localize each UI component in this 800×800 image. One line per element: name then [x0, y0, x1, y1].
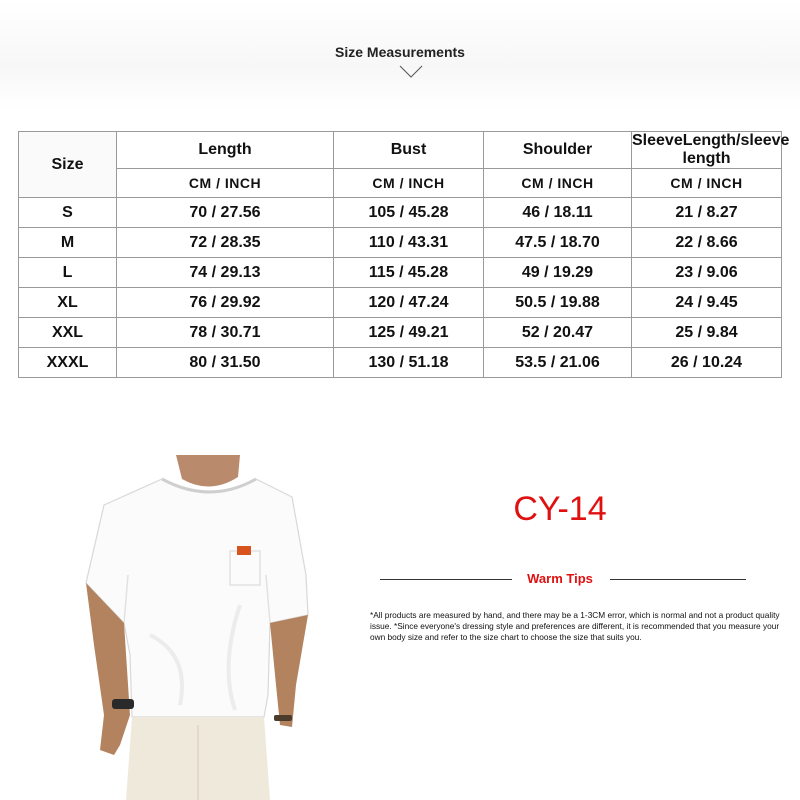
length-cell: 74 / 29.13	[117, 258, 334, 288]
size-chart-table	[18, 131, 790, 378]
sleeve-cell: 23 / 9.06	[632, 258, 782, 288]
shoulder-cell: 47.5 / 18.70	[484, 228, 632, 258]
bust-column-header: Bust	[334, 132, 484, 169]
unit-label: CM / INCH	[632, 169, 782, 198]
shoulder-cell: 46 / 18.11	[484, 198, 632, 228]
table-row	[19, 348, 782, 378]
table-row	[19, 258, 782, 288]
pocket-logo-patch	[237, 546, 251, 555]
size-cell: XXXL	[19, 348, 117, 378]
shoulder-cell: 53.5 / 21.06	[484, 348, 632, 378]
length-cell: 70 / 27.56	[117, 198, 334, 228]
sleeve-cell: 22 / 8.66	[632, 228, 782, 258]
length-cell: 78 / 30.71	[117, 318, 334, 348]
table-row	[19, 318, 782, 348]
size-cell: S	[19, 198, 117, 228]
sleeve-cell: 26 / 10.24	[632, 348, 782, 378]
unit-label: CM / INCH	[117, 169, 334, 198]
size-cell: XXL	[19, 318, 117, 348]
length-cell: 76 / 29.92	[117, 288, 334, 318]
sleeve-column-header: SleeveLength/sleeve length	[632, 132, 790, 167]
model-code: CY-14	[513, 490, 607, 528]
warm-tips-text: *All products are measured by hand, and there may be a 1-3CM error, which is normal and not a product quality issue. *Since everyone's dressing style and preferences are different, it is recommended that you measure your own body size and refer to the size chart to choose the size that suits you.	[370, 610, 780, 642]
shoulder-cell: 50.5 / 19.88	[484, 288, 632, 318]
wristband	[112, 699, 134, 709]
divider-left	[380, 579, 512, 580]
chevron-down-icon	[399, 64, 423, 80]
warm-tips-title: Warm Tips	[527, 571, 593, 586]
bust-cell: 125 / 49.21	[334, 318, 484, 348]
length-cell: 80 / 31.50	[117, 348, 334, 378]
sleeve-cell: 24 / 9.45	[632, 288, 782, 318]
bust-cell: 115 / 45.28	[334, 258, 484, 288]
bust-cell: 105 / 45.28	[334, 198, 484, 228]
shoulder-column-header: Shoulder	[484, 132, 632, 169]
table-row	[19, 228, 782, 258]
divider-right	[610, 579, 746, 580]
length-column-header: Length	[117, 132, 334, 169]
size-column-header: Size	[19, 132, 117, 198]
shoulder-cell: 52 / 20.47	[484, 318, 632, 348]
table-row	[19, 288, 782, 318]
page-title: Size Measurements	[335, 44, 465, 60]
size-cell: L	[19, 258, 117, 288]
table-row	[19, 198, 782, 228]
model-tshirt-photo	[70, 455, 330, 800]
bust-cell: 130 / 51.18	[334, 348, 484, 378]
sleeve-cell: 25 / 9.84	[632, 318, 782, 348]
unit-label: CM / INCH	[334, 169, 484, 198]
bust-cell: 120 / 47.24	[334, 288, 484, 318]
sleeve-cell: 21 / 8.27	[632, 198, 782, 228]
unit-label: CM / INCH	[484, 169, 632, 198]
size-cell: XL	[19, 288, 117, 318]
length-cell: 72 / 28.35	[117, 228, 334, 258]
size-cell: M	[19, 228, 117, 258]
shoulder-cell: 49 / 19.29	[484, 258, 632, 288]
bust-cell: 110 / 43.31	[334, 228, 484, 258]
